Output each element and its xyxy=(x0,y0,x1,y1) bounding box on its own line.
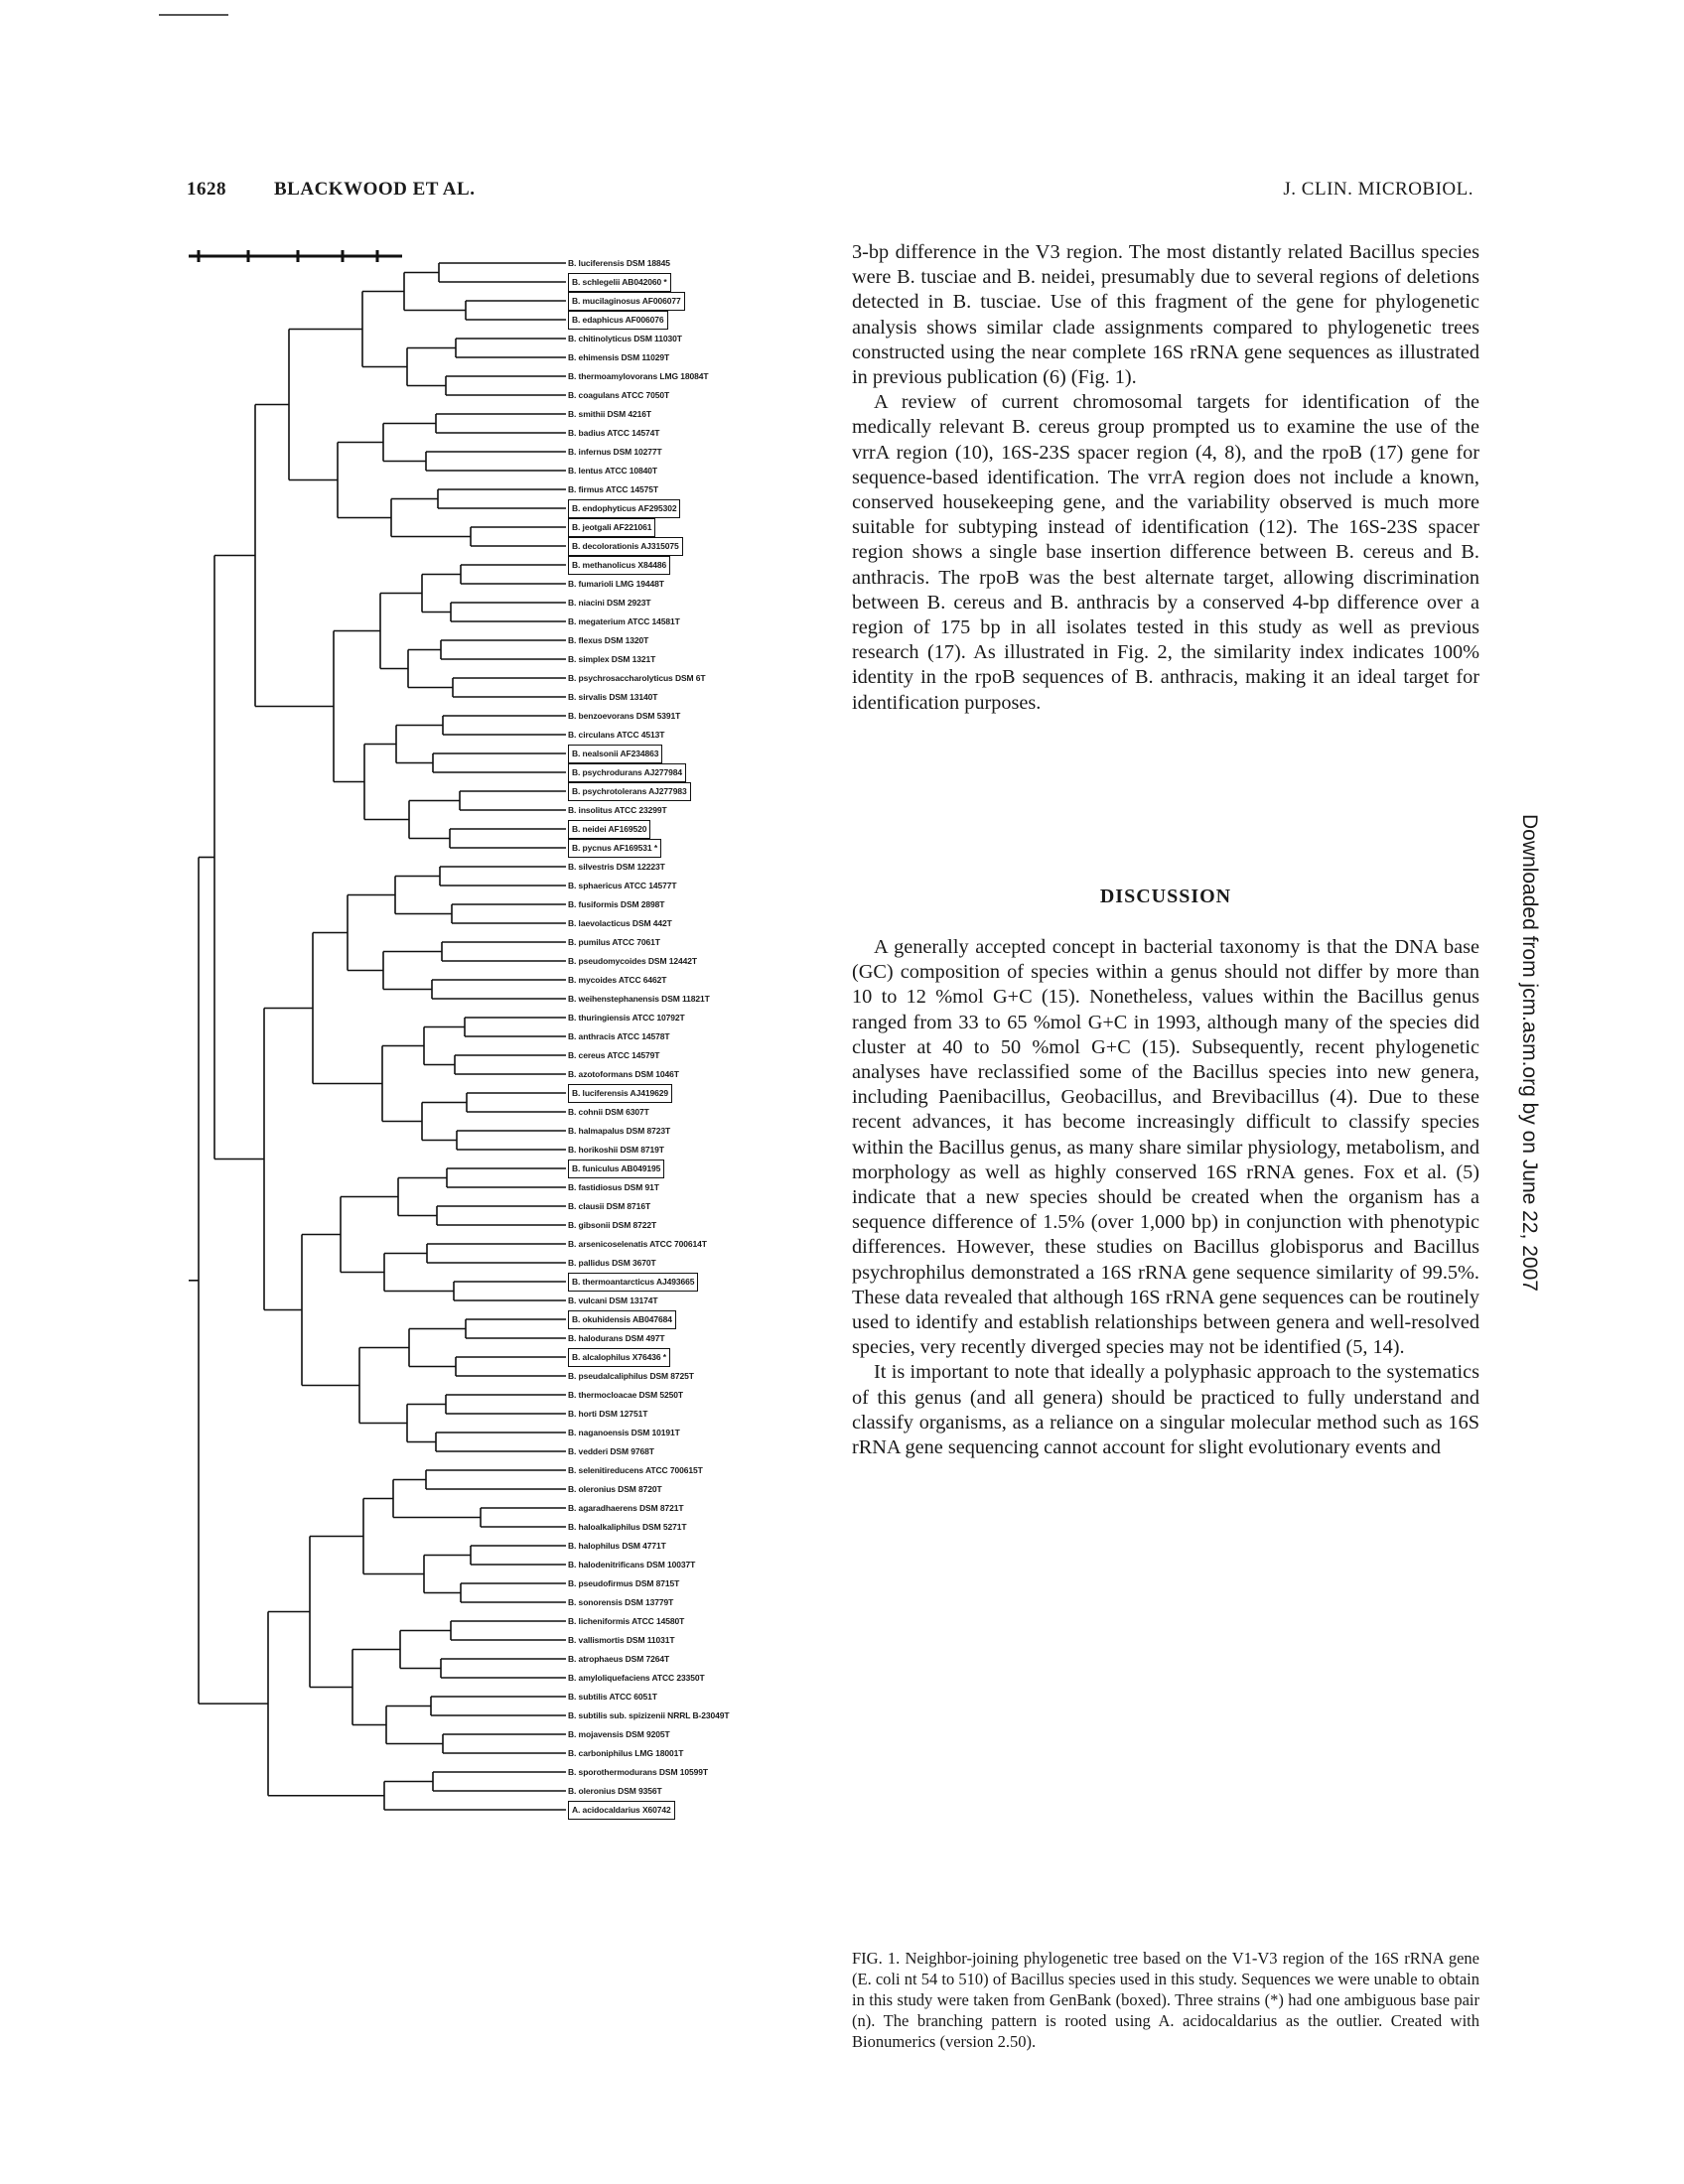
taxon-label: B. halophilus DSM 4771T xyxy=(568,1541,666,1551)
taxon-label: B. pycnus AF169531 * xyxy=(568,839,661,858)
taxon-label: B. thermoantarcticus AJ493665 xyxy=(568,1273,698,1292)
taxon-label: B. carboniphilus LMG 18001T xyxy=(568,1748,684,1758)
taxon-label: B. ehimensis DSM 11029T xyxy=(568,352,670,362)
taxon-label: B. nealsonii AF234863 xyxy=(568,745,662,763)
taxon-label: B. endophyticus AF295302 xyxy=(568,499,680,518)
taxon-label: B. anthracis ATCC 14578T xyxy=(568,1031,670,1041)
taxon-label: B. psychrosaccharolyticus DSM 6T xyxy=(568,673,706,683)
section-heading: DISCUSSION xyxy=(1099,886,1232,907)
taxon-label: B. pseudalcaliphilus DSM 8725T xyxy=(568,1371,694,1381)
taxon-label: B. sonorensis DSM 13779T xyxy=(568,1597,674,1607)
taxon-label: B. psychrodurans AJ277984 xyxy=(568,763,686,782)
taxon-label: B. pallidus DSM 3670T xyxy=(568,1258,656,1268)
taxon-label: B. firmus ATCC 14575T xyxy=(568,484,658,494)
taxon-label: B. thuringiensis ATCC 10792T xyxy=(568,1013,685,1023)
paragraph-3: A generally accepted concept in bacterial taxonomy is that the DNA base (GC) composition of species within a genus should not differ by more than 10 to 12 %mol G+C (15). Nonetheless, values within the Bacillus genus ranged from 33 to 65 %mol G+C in 1993, although many of the species did cluster at 40 to 50 %mol G+C (15). Subsequently, recent phylogenetic analyses have reclassified some of the Bacillus species into new genera, including Paenibacillus, Geobacillus, and Brevibacillus (4). Due to these recent advances, it has become increasingly difficult to classify species within the Bacillus genus, as many share similar physiology, metabolism, and morphology as well as highly conserved 16S rRNA genes. Fox et al. (5) indicate that a new species should be created when the organism has a sequence difference of 1.5% (over 1,000 bp) in conjunction with phenotypic differences. However, these studies on Bacillus globisporus and Bacillus psychrophilus demonstrated a 16S rRNA gene sequence similarity of 99.5%. These data revealed that although 16S rRNA gene sequences can be routinely used to identify and establish relationships between genera and well-resolved species, very recently diverged species may not be identified (5, 14). xyxy=(852,936,1479,1359)
taxon-label: B. circulans ATCC 4513T xyxy=(568,730,665,740)
taxon-label: B. benzoevorans DSM 5391T xyxy=(568,711,681,721)
running-authors: BLACKWOOD ET AL. xyxy=(274,179,476,200)
taxon-label: B. oleronius DSM 9356T xyxy=(568,1786,662,1796)
figure-caption: FIG. 1. Neighbor-joining phylogenetic tree based on the V1-V3 region of the 16S rRNA gene (E. coli nt 54 to 510) of Bacillus species used in this study. Sequences we were unable to obtain in this study were taken from GenBank (boxed). Three strains (*) had one ambiguous base pair (n). The branching pattern is rooted using A. acidocaldarius as the outlier. Created with Bionumerics (version 2.50). xyxy=(852,1949,1479,2051)
taxon-label: B. clausii DSM 8716T xyxy=(568,1201,651,1211)
taxon-label: B. thermoamylovorans LMG 18084T xyxy=(568,371,709,381)
taxon-label: B. agaradhaerens DSM 8721T xyxy=(568,1503,684,1513)
taxon-label: B. silvestris DSM 12223T xyxy=(568,862,665,872)
taxon-label: B. subtilis ATCC 6051T xyxy=(568,1692,657,1702)
taxon-label: B. haloalkaliphilus DSM 5271T xyxy=(568,1522,687,1532)
taxon-label: B. naganoensis DSM 10191T xyxy=(568,1428,680,1437)
taxon-label: B. halodenitrificans DSM 10037T xyxy=(568,1560,696,1570)
taxon-label: B. funiculus AB049195 xyxy=(568,1160,664,1178)
paragraph-1: 3-bp difference in the V3 region. The most distantly related Bacillus species were B. tusciae and B. neidei, presumably due to several regions of deletions detected in B. tusciae. Use of this fragment of the gene for phylogenetic analysis shows similar clade assignments compared to phylogenetic trees constructed using the near complete 16S rRNA gene sequences as illustrated in previous publication (6) (Fig. 1). xyxy=(852,241,1479,389)
taxon-label: B. sphaericus ATCC 14577T xyxy=(568,881,677,890)
taxon-label: B. oleronius DSM 8720T xyxy=(568,1484,662,1494)
taxon-label: B. azotoformans DSM 1046T xyxy=(568,1069,679,1079)
phylogenetic-tree xyxy=(189,248,765,1896)
taxon-label: B. psychrotolerans AJ277983 xyxy=(568,782,691,801)
taxon-label: B. smithii DSM 4216T xyxy=(568,409,651,419)
taxon-label: B. licheniformis ATCC 14580T xyxy=(568,1616,685,1626)
taxon-label: B. selenitireducens ATCC 700615T xyxy=(568,1465,703,1475)
taxon-label: B. fastidiosus DSM 91T xyxy=(568,1182,659,1192)
taxon-label: B. alcalophilus X76436 * xyxy=(568,1348,670,1367)
taxon-label: B. horikoshii DSM 8719T xyxy=(568,1145,664,1155)
taxon-label: B. badius ATCC 14574T xyxy=(568,428,660,438)
taxon-label: B. vulcani DSM 13174T xyxy=(568,1296,658,1305)
taxon-label: B. halmapalus DSM 8723T xyxy=(568,1126,671,1136)
taxon-label: B. mucilaginosus AF006077 xyxy=(568,292,685,311)
taxon-label: B. pseudomycoides DSM 12442T xyxy=(568,956,697,966)
taxon-label: B. luciferensis AJ419629 xyxy=(568,1084,672,1103)
taxon-label: B. weihenstephanensis DSM 11821T xyxy=(568,994,710,1004)
taxon-label: B. horti DSM 12751T xyxy=(568,1409,648,1419)
discussion-paragraphs xyxy=(852,935,1479,1460)
taxon-label: B. laevolacticus DSM 442T xyxy=(568,918,672,928)
taxon-label: B. pumilus ATCC 7061T xyxy=(568,937,660,947)
taxon-label: B. lentus ATCC 10840T xyxy=(568,466,658,476)
taxon-label: B. simplex DSM 1321T xyxy=(568,654,656,664)
taxon-label: B. edaphicus AF006076 xyxy=(568,311,668,330)
taxon-label: B. fumarioli LMG 19448T xyxy=(568,579,664,589)
taxon-label: B. subtilis sub. spizizenii NRRL B-23049T xyxy=(568,1710,730,1720)
paragraph-4: It is important to note that ideally a polyphasic approach to the systematics of this genus (and all genera) should be practiced to fully understand and classify organisms, as a reliance on a singular molecular method such as 16S rRNA gene sequencing cannot account for slight evolutionary events and xyxy=(852,1361,1479,1459)
taxon-label: B. pseudofirmus DSM 8715T xyxy=(568,1578,680,1588)
taxon-label: B. mojavensis DSM 9205T xyxy=(568,1729,670,1739)
download-watermark: Downloaded from jcm.asm.org by on June 22, 2007 xyxy=(1518,814,1541,1292)
taxon-label: B. cereus ATCC 14579T xyxy=(568,1050,660,1060)
taxon-label: B. neidei AF169520 xyxy=(568,820,650,839)
taxon-label: B. luciferensis DSM 18845 xyxy=(568,258,670,268)
taxon-label: B. arsenicoselenatis ATCC 700614T xyxy=(568,1239,707,1249)
taxon-label: B. sirvalis DSM 13140T xyxy=(568,692,658,702)
taxon-label: B. sporothermodurans DSM 10599T xyxy=(568,1767,708,1777)
taxon-label: A. acidocaldarius X60742 xyxy=(568,1801,675,1820)
taxon-label: B. chitinolyticus DSM 11030T xyxy=(568,334,682,343)
taxon-label: B. jeotgali AF221061 xyxy=(568,518,655,537)
taxon-label: B. insolitus ATCC 23299T xyxy=(568,805,667,815)
taxon-label: B. atrophaeus DSM 7264T xyxy=(568,1654,670,1664)
taxon-label: B. megaterium ATCC 14581T xyxy=(568,616,680,626)
taxon-label: B. amyloliquefaciens ATCC 23350T xyxy=(568,1673,705,1683)
taxon-label: B. coagulans ATCC 7050T xyxy=(568,390,670,400)
taxon-label: B. schlegelii AB042060 * xyxy=(568,273,671,292)
taxon-label: B. thermocloacae DSM 5250T xyxy=(568,1390,683,1400)
paragraph-2: A review of current chromosomal targets for identification of the medically relevant B. cereus group prompted us to examine the use of the vrrA region (10), 16S-23S spacer region (4, 8), and the rpoB (17) gene for sequence-based identification. The vrrA region does not include a known, conserved housekeeping gene, and the variability observed is much more suitable for subtyping instead of identification (12). The 16S-23S spacer region shows a single base insertion difference between B. cereus and B. anthracis. The rpoB was the best alternate target, allowing discrimination between B. cereus and B. anthracis by a conserved 4-bp difference over a region of 175 bp in all isolates tested in this study as well as previous research (17). As illustrated in Fig. 2, the similarity index indicates 100% identity in the rpoB sequences of B. anthracis, making it an ideal target for identification purposes. xyxy=(852,391,1479,714)
journal-name: J. CLIN. MICROBIOL. xyxy=(1283,179,1474,200)
taxon-label: B. flexus DSM 1320T xyxy=(568,635,649,645)
taxon-label: B. decolorationis AJ315075 xyxy=(568,537,683,556)
taxon-label: B. gibsonii DSM 8722T xyxy=(568,1220,657,1230)
taxon-label: B. cohnii DSM 6307T xyxy=(568,1107,649,1117)
taxon-label: B. okuhidensis AB047684 xyxy=(568,1310,676,1329)
page-number: 1628 xyxy=(187,179,226,200)
top-rule xyxy=(159,14,228,16)
taxon-label: B. vallismortis DSM 11031T xyxy=(568,1635,675,1645)
taxon-label: B. vedderi DSM 9768T xyxy=(568,1446,654,1456)
taxon-label: B. halodurans DSM 497T xyxy=(568,1333,665,1343)
taxon-label: B. infernus DSM 10277T xyxy=(568,447,662,457)
taxon-label: B. mycoides ATCC 6462T xyxy=(568,975,667,985)
results-paragraphs xyxy=(852,240,1479,716)
taxon-label: B. methanolicus X84486 xyxy=(568,556,670,575)
taxon-label: B. niacini DSM 2923T xyxy=(568,598,651,608)
taxon-label: B. fusiformis DSM 2898T xyxy=(568,899,665,909)
